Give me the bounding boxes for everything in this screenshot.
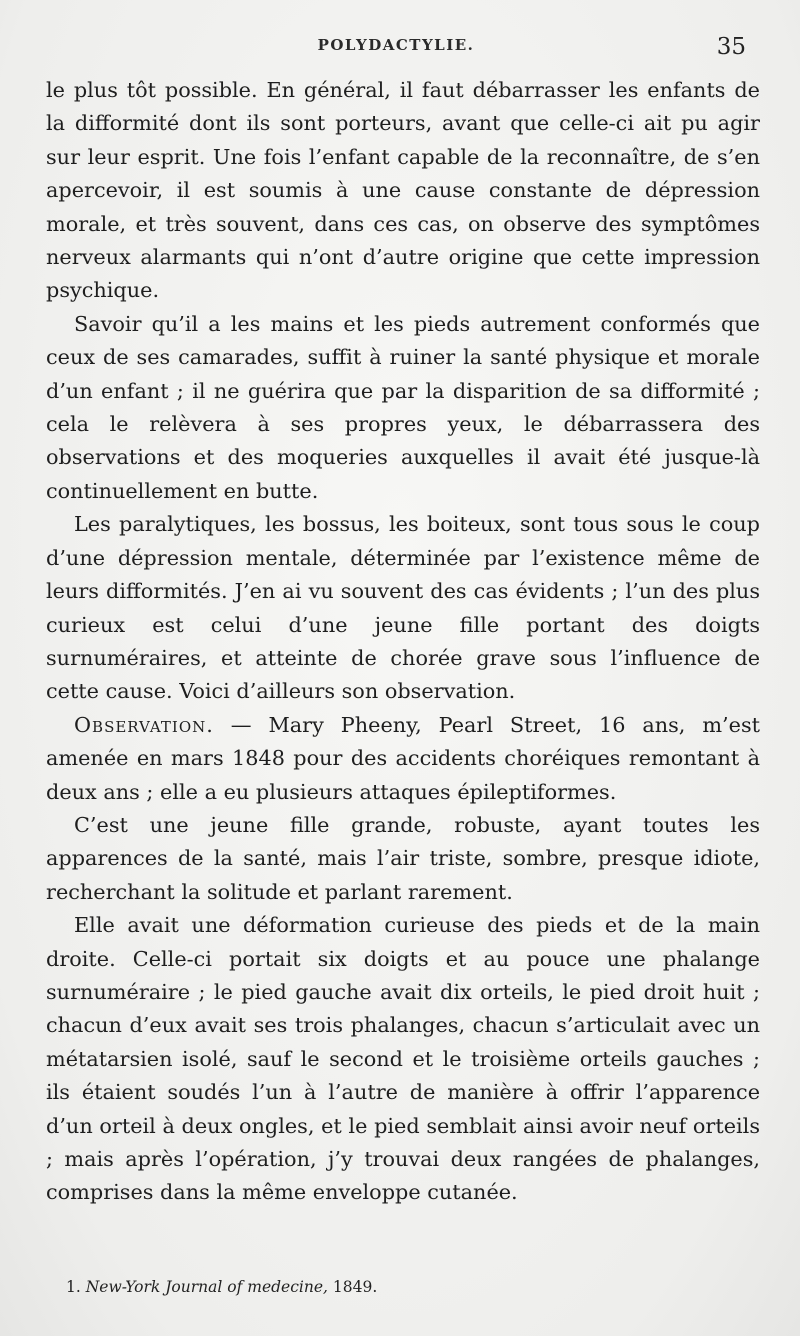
running-title: POLYDACTYLIE. <box>317 36 475 54</box>
page-header <box>46 34 746 64</box>
paragraph-3: Les paralytiques, les bossus, les boiteux, sont tous sous le coup d’une dépression mentale, déterminée par l’existence même de leurs difformités. J’en ai vu souvent des cas évidents ; l’un des plus curieux est celui d’une jeune fille portant des doigts surnuméraires, et atteinte de chorée grave sous l’influence de cette cause. Voici d’ailleurs son observation. <box>46 512 760 704</box>
footnote-year: 1849. <box>332 1278 378 1296</box>
paragraph-1: le plus tôt possible. En général, il faut débarrasser les enfants de la difformité dont ils sont porteurs, avant que celle-ci ait pu agir sur leur esprit. Une fois l’enfant capable de la reconnaître, de s’en apercevoir, il est soumis à une cause constante de dépression morale, et très souvent, dans ces cas, on observe des symptômes nerveux alarmants qui n’ont d’autre origine que cette impression psychique. <box>46 78 760 303</box>
body-text <box>46 74 760 1210</box>
paragraph-5: C’est une jeune fille grande, robuste, ayant toutes les apparences de la santé, mais l’air triste, sombre, presque idiote, recherchant la solitude et parlant rarement. <box>46 812 760 904</box>
observation-label: Observation. <box>74 712 214 737</box>
footnote-number: 1. <box>66 1278 81 1296</box>
footnote-source: New-York Journal of medecine, <box>85 1278 328 1296</box>
footnote <box>66 1278 377 1296</box>
paragraph-6: Elle avait une déformation curieuse des pieds et de la main droite. Celle-ci portait six doigts et au pouce une phalange surnuméraire ; le pied gauche avait dix orteils, le pied droit huit ; chacun d’eux avait ses trois phalanges, chacun s’articulait avec un métatarsien isolé, sauf le second et le troisième orteils gauches ; ils étaient soudés l’un à l’autre de manière à offrir l’apparence d’un orteil à deux ongles, et le pied semblait ainsi avoir neuf orteils ; mais après l’opération, j’y trouvai deux rangées de phalanges, comprises dans la même enveloppe cutanée. <box>46 913 760 1205</box>
paragraph-observation <box>46 709 760 809</box>
paragraph-2: Savoir qu’il a les mains et les pieds autrement conformés que ceux de ses camarades, suffit à ruiner la santé physique et morale d’un enfant ; il ne guérira que par la disparition de sa difformité ; cela le relèvera à ses propres yeux, le débarrassera des observations et des moqueries auxquelles il avait été jusque-là continuellement en butte. <box>46 311 760 503</box>
observation-text: — Mary Pheeny, Pearl Street, 16 ans, m’est amenée en mars 1848 pour des accidents choréiques remontant à deux ans ; elle a eu plusieurs attaques épileptiformes. <box>46 712 760 804</box>
page-number: 35 <box>716 34 746 60</box>
